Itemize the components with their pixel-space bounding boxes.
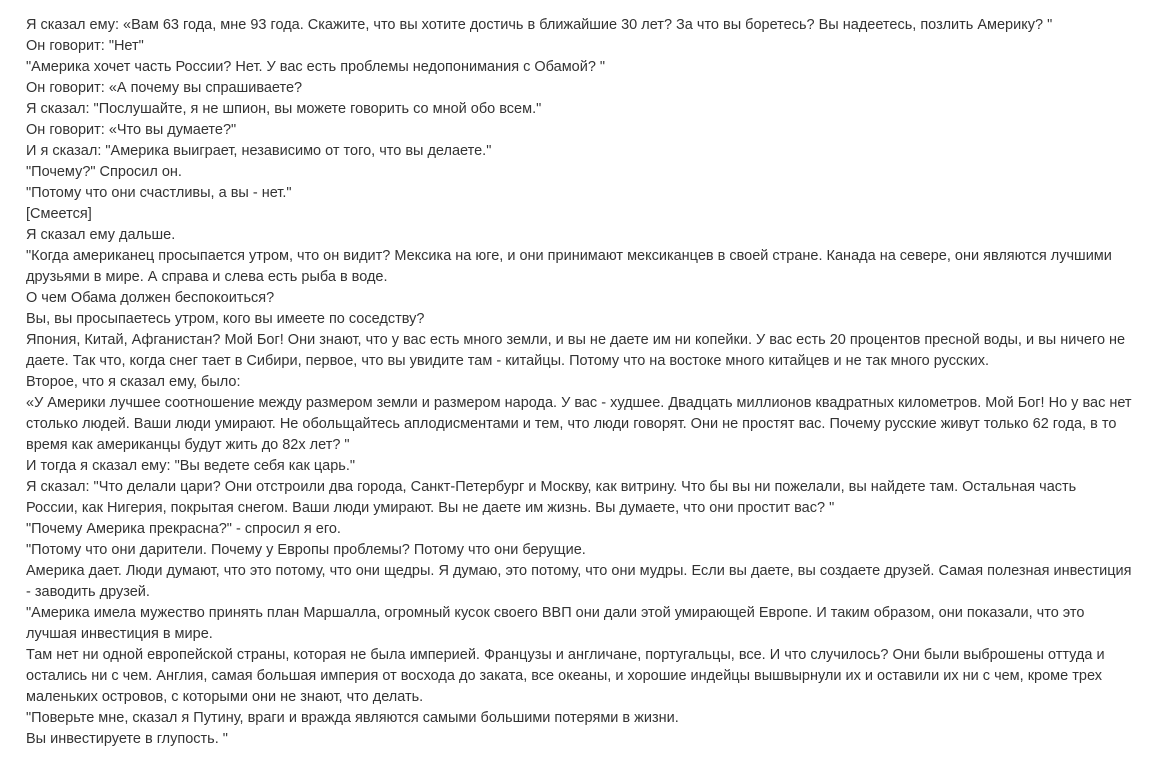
paragraph: [Смеется] bbox=[26, 206, 92, 222]
paragraph: И я сказал: "Америка выиграет, независимо от того, что вы делаете." bbox=[26, 143, 492, 159]
paragraph: Америка дает. Люди думают, что это потому, что они щедры. Я думаю, это потому, что они мудры. Если вы даете, вы создаете друзей. Самая полезная инвестиция - заводить друзей. bbox=[26, 563, 1132, 600]
paragraph: "Поверьте мне, сказал я Путину, враги и вражда являются самыми большими потерями в жизни. bbox=[26, 710, 679, 726]
paragraph: Вы инвестируете в глупость. " bbox=[26, 731, 228, 747]
paragraph: "Потому что они счастливы, а вы - нет." bbox=[26, 185, 292, 201]
paragraph: Там нет ни одной европейской страны, которая не была империей. Французы и англичане, португальцы, все. И что случилось? Они были выброшены оттуда и остались ни с чем. Англия, самая большая империя от восхода до заката, все океаны, и хорошие индейцы вышвырнули их и оставили их ни с чем, кроме трех маленьких островов, с которыми они не знают, что делать. bbox=[26, 647, 1105, 705]
paragraph: "Америка хочет часть России? Нет. У вас есть проблемы недопонимания с Обамой? " bbox=[26, 59, 606, 75]
paragraph: «У Америки лучшее соотношение между размером земли и размером народа. У вас - худшее. Двадцать миллионов квадратных километров. Мой Бог! Но у вас нет столько людей. Ваши люди умирают. Не обольщайтесь аплодисментами и тем, что люди говорят. Они не простят вас. Почему русские живут только 62 года, в то время как американцы будут жить до 82х лет? " bbox=[26, 395, 1132, 453]
paragraph: И тогда я сказал ему: "Вы ведете себя как царь." bbox=[26, 458, 356, 474]
paragraph: Я сказал ему дальше. bbox=[26, 227, 176, 243]
paragraph: Второе, что я сказал ему, было: bbox=[26, 374, 241, 390]
paragraph: Я сказал: "Что делали цари? Они отстроили два города, Санкт-Петербург и Москву, как витрину. Что бы вы ни пожелали, вы найдете там. Остальная часть России, как Нигерия, покрытая снегом. Ваши люди умирают. Вы не даете им жизнь. Вы думаете, что они простит вас? " bbox=[26, 479, 1077, 516]
paragraph: "Потому что они дарители. Почему у Европы проблемы? Потому что они берущие. bbox=[26, 542, 586, 558]
paragraph: Вы, вы просыпаетесь утром, кого вы имеете по соседству? bbox=[26, 311, 425, 327]
paragraph: О чем Обама должен беспокоиться? bbox=[26, 290, 275, 306]
paragraph: Япония, Китай, Афганистан? Мой Бог! Они знают, что у вас есть много земли, и вы не даете им ни копейки. У вас есть 20 процентов пресной воды, и вы ничего не даете. Так что, когда снег тает в Сибири, первое, что вы увидите там - китайцы. Потому что на востоке много китайцев и не так много русских. bbox=[26, 332, 1126, 369]
paragraph: "Когда американец просыпается утром, что он видит? Мексика на юге, и они принимают мексиканцев в своей стране. Канада на севере, они являются лучшими друзьями в мире. А справа и слева есть рыба в воде. bbox=[26, 248, 1112, 285]
paragraph: Я сказал: "Послушайте, я не шпион, вы можете говорить со мной обо всем." bbox=[26, 101, 542, 117]
paragraph: "Почему?" Спросил он. bbox=[26, 164, 182, 180]
paragraph: Он говорит: «Что вы думаете?" bbox=[26, 122, 237, 138]
paragraph: "Америка имела мужество принять план Маршалла, огромный кусок своего ВВП они дали этой умирающей Европе. И таким образом, они показали, что это лучшая инвестиция в мире. bbox=[26, 605, 1085, 642]
paragraph: Он говорит: «А почему вы спрашиваете? bbox=[26, 80, 303, 96]
paragraph: "Почему Америка прекрасна?" - спросил я его. bbox=[26, 521, 341, 537]
paragraph: Он говорит: "Нет" bbox=[26, 38, 144, 54]
paragraph: Я сказал ему: «Вам 63 года, мне 93 года. Скажите, что вы хотите достичь в ближайшие 30 лет? За что вы боретесь? Вы надеетесь, позлить Америку? " bbox=[26, 17, 1053, 33]
